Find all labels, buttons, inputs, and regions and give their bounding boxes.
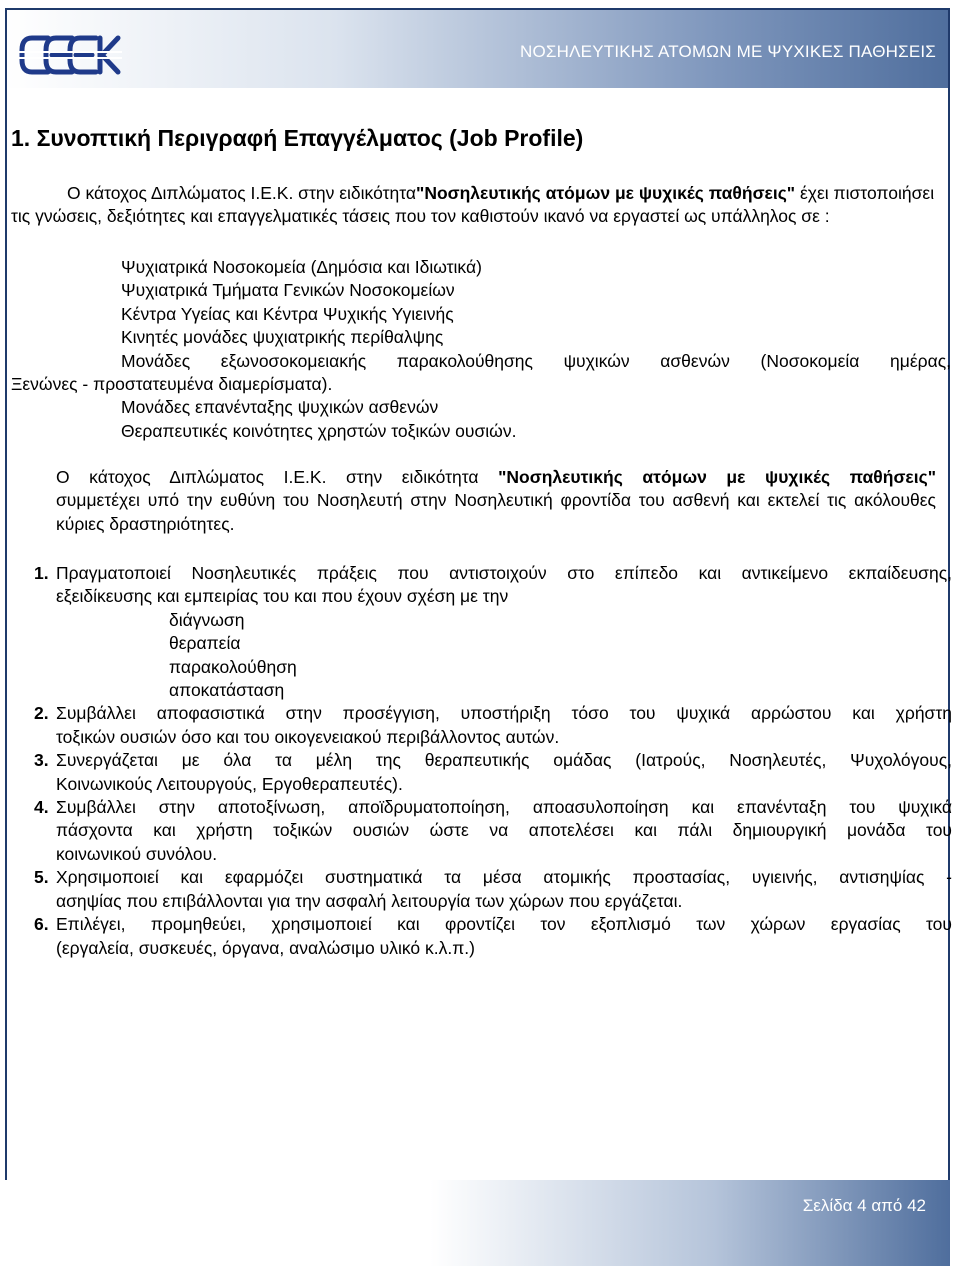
intro-rest: έχει πιστοποιήσει τις γνώσεις, δεξιότητες και επαγγελματικές τάσεις που τον καθιστούν ικανό να εργαστεί ως υπάλληλος σε :	[11, 183, 935, 227]
footer-bar	[5, 1180, 950, 1266]
sub-item: διάγνωση	[169, 609, 245, 630]
task-text: ασηψίας που επιβάλλονται για την ασφαλή λειτουργία των χώρων που εργάζεται.	[56, 890, 683, 911]
sub-item: αποκατάσταση	[169, 680, 285, 701]
task-text: Κοινωνικούς Λειτουργούς, Εργοθεραπευτές).	[56, 773, 403, 794]
header-title: ΝΟΣΗΛΕΥΤΙΚΗΣ ΑΤΟΜΩΝ ΜΕ ΨΥΧΙΚΕΣ ΠΑΘΗΣΕΙΣ	[520, 42, 936, 61]
task-item-3	[0, 749, 952, 796]
task-sub-list	[56, 609, 952, 703]
responsibility-paragraph	[56, 466, 936, 536]
task-number: 1.	[34, 563, 49, 583]
task-number: 5.	[34, 867, 49, 888]
task-item-1	[0, 562, 952, 702]
sub-item: παρακολούθηση	[169, 656, 297, 677]
task-text: κοινωνικού συνόλου.	[56, 843, 218, 864]
task-item-2	[0, 702, 952, 749]
list-item: Θεραπευτικές κοινότητες χρηστών τοξικών ουσιών.	[121, 420, 517, 441]
workplace-list	[11, 256, 951, 443]
task-item-5	[0, 866, 952, 913]
task-text: Συμβάλλει στην αποτοξίνωση, αποϊδρυματοποίηση, αποασυλοποίηση και επανένταξη του ψυχικά	[56, 797, 952, 818]
task-item-4	[0, 796, 952, 866]
responsibility-first-line	[56, 466, 936, 489]
task-text: τοξικών ουσιών όσο και του οικογενειακού περιβάλλοντος αυτών.	[56, 726, 560, 747]
list-item: Μονάδες επανένταξης ψυχικών ασθενών	[121, 397, 439, 418]
responsibility-lead: Ο κάτοχος Διπλώματος Ι.Ε.Κ. στην ειδικότητα	[56, 467, 499, 487]
responsibility-rest: συμμετέχει υπό την ευθύνη του Νοσηλευτή στην Νοσηλευτική φροντίδα του ασθενή και εκτελεί τις ακόλουθες κύριες δραστηριότητες.	[56, 490, 936, 534]
task-list	[0, 562, 952, 960]
section-title: 1. Συνοπτική Περιγραφή Επαγγέλματος (Job Profile)	[11, 125, 584, 151]
task-text: Πραγματοποιεί Νοσηλευτικές πράξεις που αντιστοιχούν στο επίπεδο και αντικείμενο εκπαίδευσης,	[56, 563, 952, 583]
task-text: Συμβάλλει αποφασιστικά στην προσέγγιση, υποστήριξη τόσο του ψυχικά αρρώστου και χρήστη	[56, 703, 952, 724]
intro-paragraph	[11, 182, 936, 229]
intro-specialty: "Νοσηλευτικής ατόμων με ψυχικές παθήσεις"	[416, 183, 796, 203]
list-item: Κέντρα Υγείας και Κέντρα Ψυχικής Υγιεινής	[121, 303, 454, 324]
list-item: Κινητές μονάδες ψυχιατρικής περίθαλψης	[121, 327, 444, 348]
task-text: (εργαλεία, συσκευές, όργανα, αναλώσιμο υλικό κ.λ.π.)	[56, 937, 475, 958]
page-number: Σελίδα 4 από 42	[802, 1196, 926, 1215]
responsibility-specialty: "Νοσηλευτικής ατόμων με ψυχικές παθήσεις"	[498, 467, 936, 487]
list-item: Ψυχιατρικά Τμήματα Γενικών Νοσοκομείων	[121, 280, 455, 301]
task-text: Χρησιμοποιεί και εφαρμόζει συστηματικά τα μέσα ατομικής προστασίας, υγιεινής, αντισηψίας -	[56, 867, 952, 888]
task-text: εξειδίκευσης και εμπειρίας του και που έχουν σχέση με την	[56, 586, 509, 607]
task-text: πάσχοντα και χρήστη τοξικών ουσιών ώστε να αποτελέσει και πάλι δημιουργική μονάδα του	[56, 820, 952, 841]
task-number: 2.	[34, 703, 49, 724]
sub-item: θεραπεία	[169, 633, 241, 654]
task-number: 3.	[34, 750, 49, 771]
intro-lead: Ο κάτοχος Διπλώματος Ι.Ε.Κ. στην ειδικότητα	[67, 183, 417, 203]
list-item: Μονάδες εξωνοσοκομειακής παρακολούθησης ψυχικών ασθενών (Νοσοκομεία ημέρας,	[121, 350, 951, 371]
ceek-logo	[18, 30, 122, 80]
task-text: Επιλέγει, προμηθεύει, χρησιμοποιεί και φροντίζει τον εξοπλισμό των χώρων εργασίας του	[56, 914, 952, 935]
task-number: 4.	[34, 797, 49, 818]
list-item: Ξενώνες - προστατευμένα διαμερίσματα).	[11, 374, 333, 395]
list-item: Ψυχιατρικά Νοσοκομεία (Δημόσια και Ιδιωτικά)	[121, 257, 482, 277]
task-text: Συνεργάζεται με όλα τα μέλη της θεραπευτικής ομάδας (Ιατρούς, Νοσηλευτές, Ψυχολόγους,	[56, 750, 952, 771]
task-number: 6.	[34, 914, 49, 935]
task-item-6	[0, 913, 952, 960]
